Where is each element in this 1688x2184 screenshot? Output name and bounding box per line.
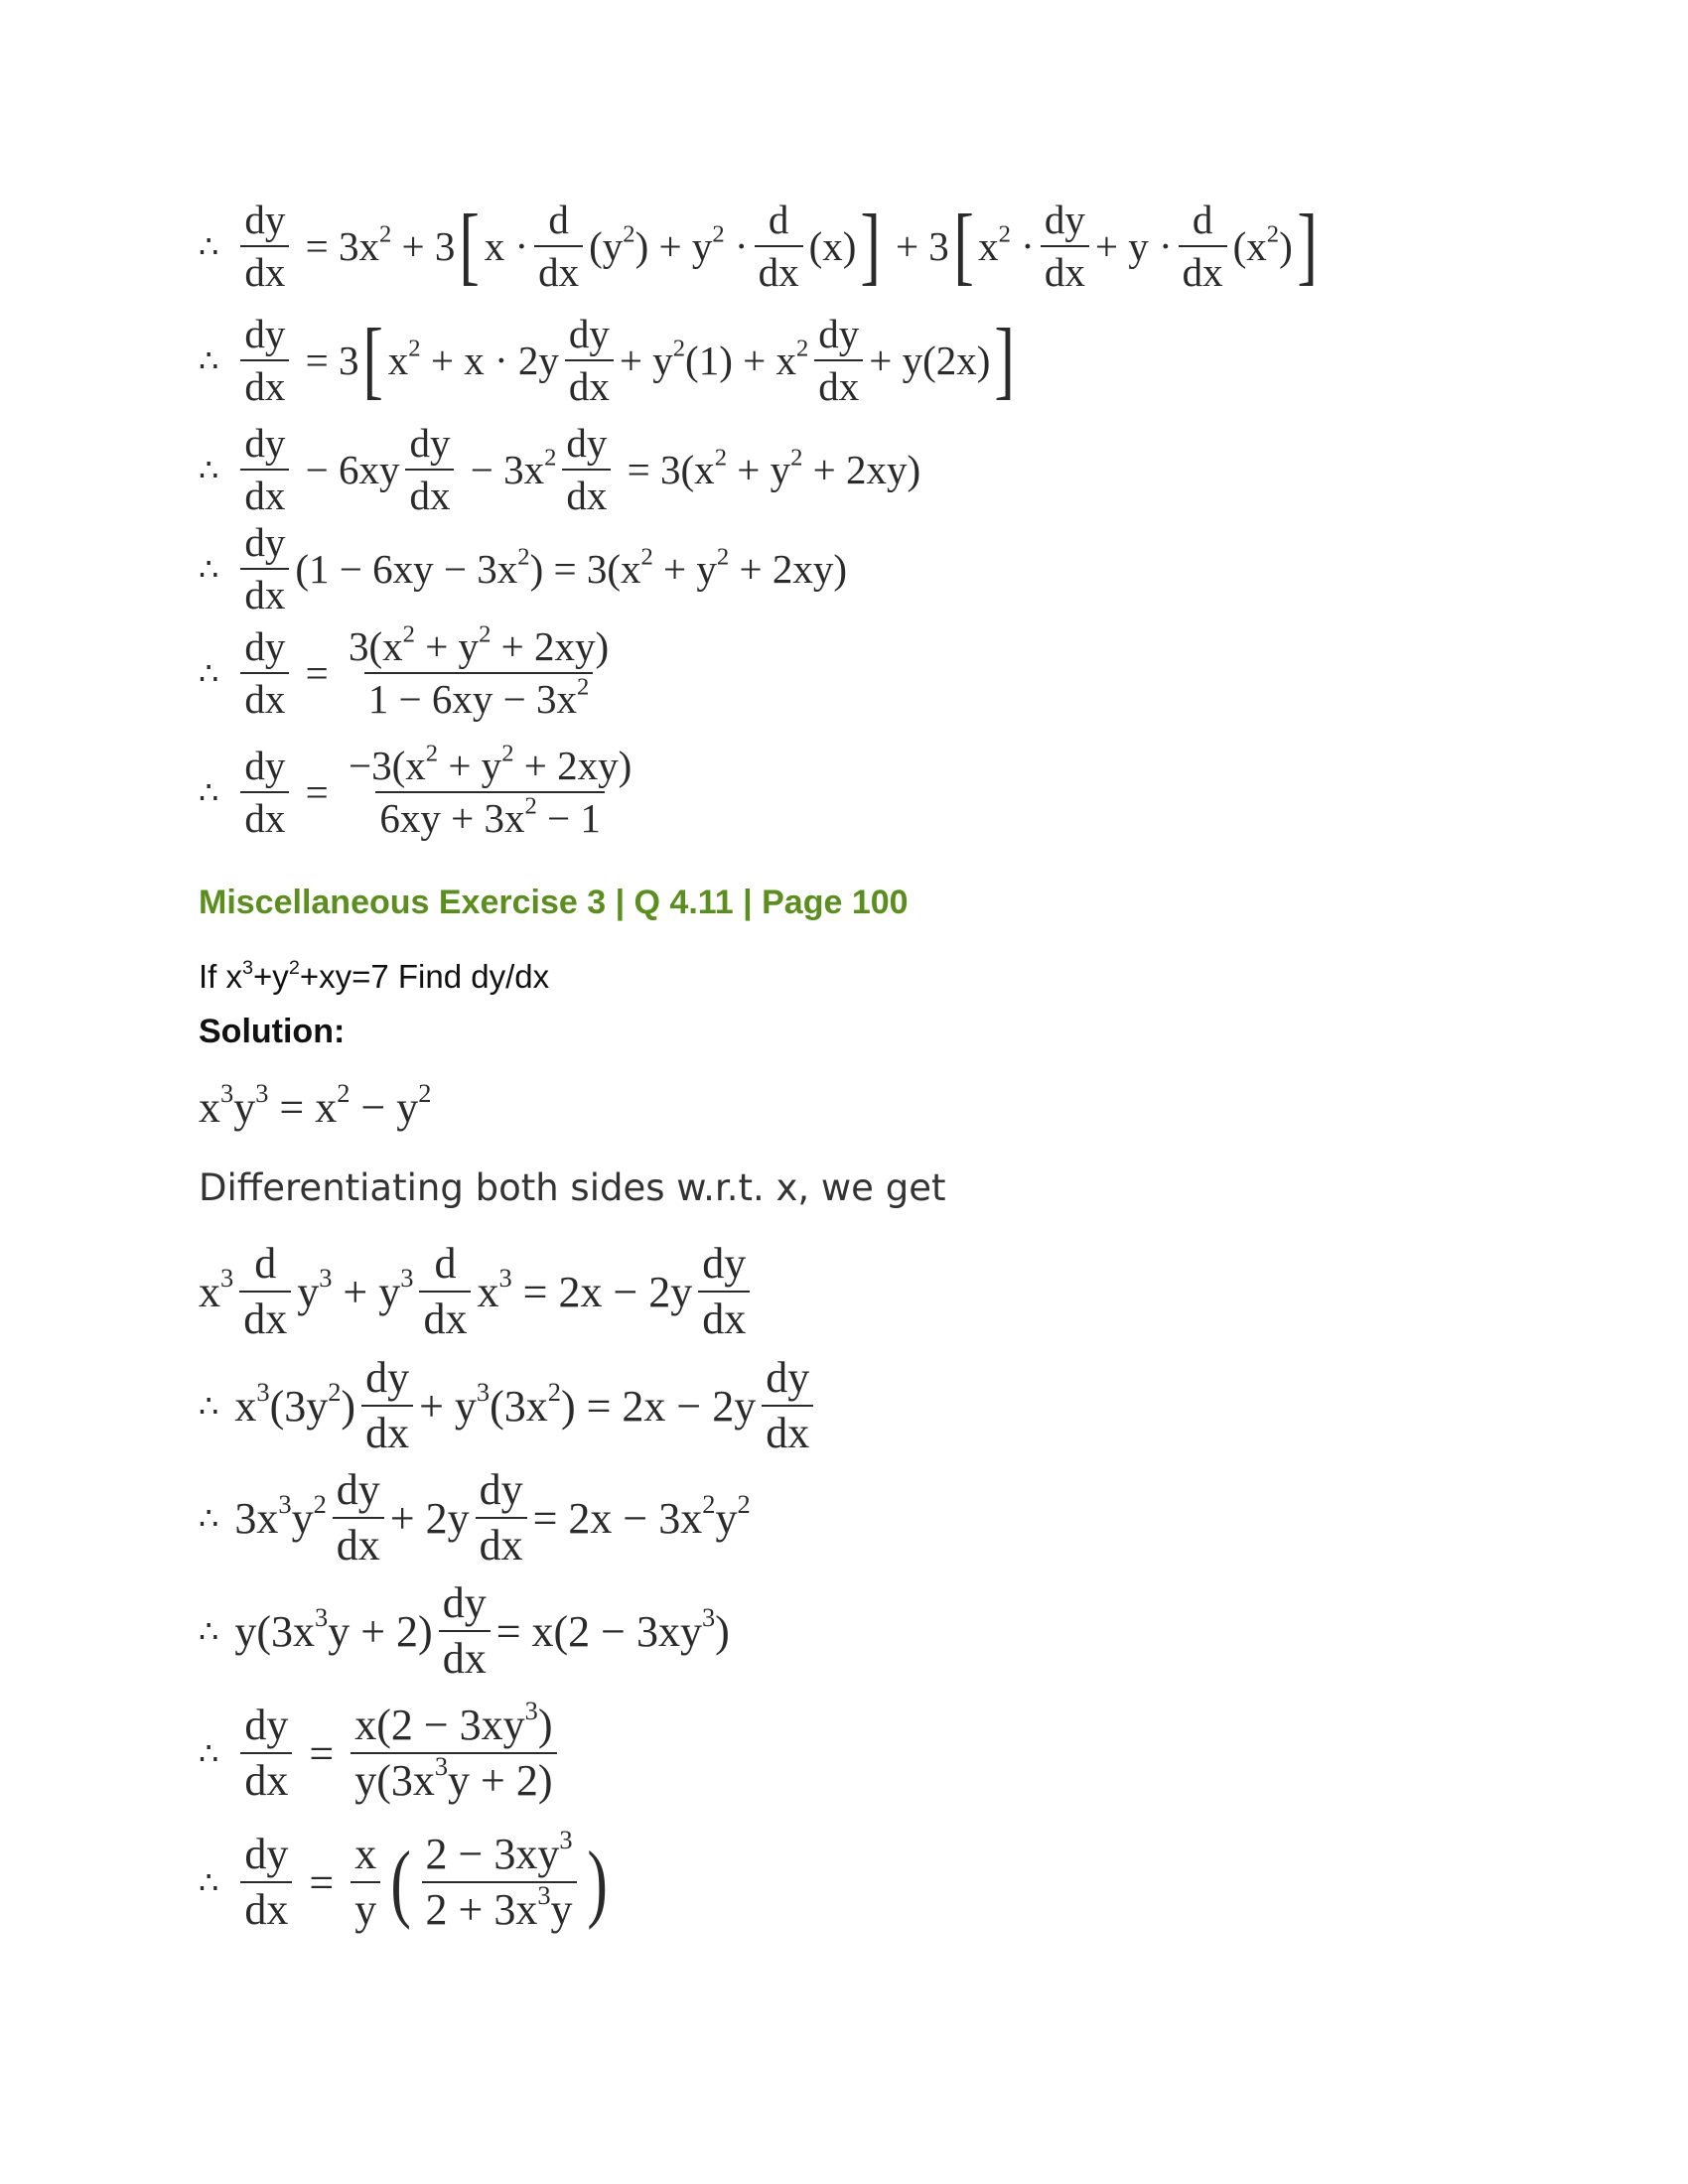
solution-label: Solution: (199, 1013, 346, 1050)
solution-line-2: ∴ $x^3(3y^2)$ $\frac{dy}{dx}$ + $y^3(3x^2) = 2x - 2y$ $\frac{dy}{dx}$ (199, 1355, 819, 1456)
therefore-symbol: ∴ (199, 1388, 219, 1425)
equation-line-3: ∴ $\frac{dy}{dx}$ − 6xy $\frac{dy}{dx}$ − $3x^2$ $\frac{dy}{dx}$ = $3(x^2 + y^2 + 2xy)$ (199, 420, 921, 519)
equation-line-2: ∴ $\frac{dy}{dx}$ = 3 [ $x^2 + x \cdot 2y$ $\frac{dy}{dx}$ + $y^2(1) + x^2$ $\frac{dy}{dx}$ + y(2x) ] (199, 311, 1016, 410)
exercise-heading: Miscellaneous Exercise 3 | Q 4.11 | Page 100 (199, 884, 909, 921)
therefore-symbol: ∴ (199, 342, 219, 379)
solution-line-6: ∴ $\frac{dy}{dx}$ = $\frac{x}{y}$ ( $\frac{2 - 3xy^3}{2 + 3x^3y}$ ) (199, 1825, 608, 1935)
differentiating-text: Differentiating both sides w.r.t. x, we get (199, 1166, 946, 1209)
therefore-symbol: ∴ (199, 1864, 219, 1901)
equation-line-6: ∴ $\frac{dy}{dx}$ = $\frac{-3(x^2 + y^2 + 2xy)}{6xy + 3x^2 - 1}$ (199, 740, 633, 842)
therefore-symbol: ∴ (199, 551, 219, 588)
therefore-symbol: ∴ (199, 655, 219, 692)
therefore-symbol: ∴ (199, 1500, 219, 1537)
equation-line-5: ∴ $\frac{dy}{dx}$ = $\frac{3(x^2 + y^2 + 2xy)}{1 - 6xy - 3x^2}$ (199, 620, 610, 723)
solution-line-1: $x^3$ $\frac{d}{dx}$ $y^3 + y^3$ $\frac{d}{dx}$ $x^3 = 2x - 2y$ $\frac{dy}{dx}$ (199, 1241, 756, 1342)
therefore-symbol: ∴ (199, 1613, 219, 1650)
given-equation: $x^3y^3 = x^2 - y^2$ (199, 1078, 432, 1132)
therefore-symbol: ∴ (199, 774, 219, 811)
equation-line-4: ∴ $\frac{dy}{dx}$ $(1 - 6xy - 3x^2) = 3(x^2 + y^2 + 2xy)$ (199, 519, 847, 618)
problem-statement: If $x^3+y^2+xy=7$ Find dy/dx (199, 957, 550, 995)
therefore-symbol: ∴ (199, 1735, 219, 1772)
solution-line-4: ∴ $y(3x^3y + 2)$ $\frac{dy}{dx}$ = $x(2 - 3xy^3)$ (199, 1578, 730, 1684)
equation-line-1: ∴ $\frac{dy}{dx}$ = $3x^2 + 3$ [ x · $\frac{d}{dx}$ $(y^2) + y^2$ · $\frac{d}{dx}$ (x) ] + 3 [ $x^2$ · $\frac{dy}{dx}$ + y · $\frac{d}{dx}$ $(x^2)$ ] (199, 197, 1318, 296)
dy-dx-fraction: $\frac{dy}{dx}$ (240, 199, 289, 294)
solution-line-3: ∴ $3x^3y^2$ $\frac{dy}{dx}$ + 2y $\frac{dy}{dx}$ = $2x - 3x^2y^2$ (199, 1465, 751, 1570)
solution-line-5: ∴ $\frac{dy}{dx}$ = $\frac{x(2 - 3xy^3)}{y(3x^3y + 2)}$ (199, 1703, 563, 1804)
therefore-symbol: ∴ (199, 228, 219, 265)
therefore-symbol: ∴ (199, 452, 219, 488)
